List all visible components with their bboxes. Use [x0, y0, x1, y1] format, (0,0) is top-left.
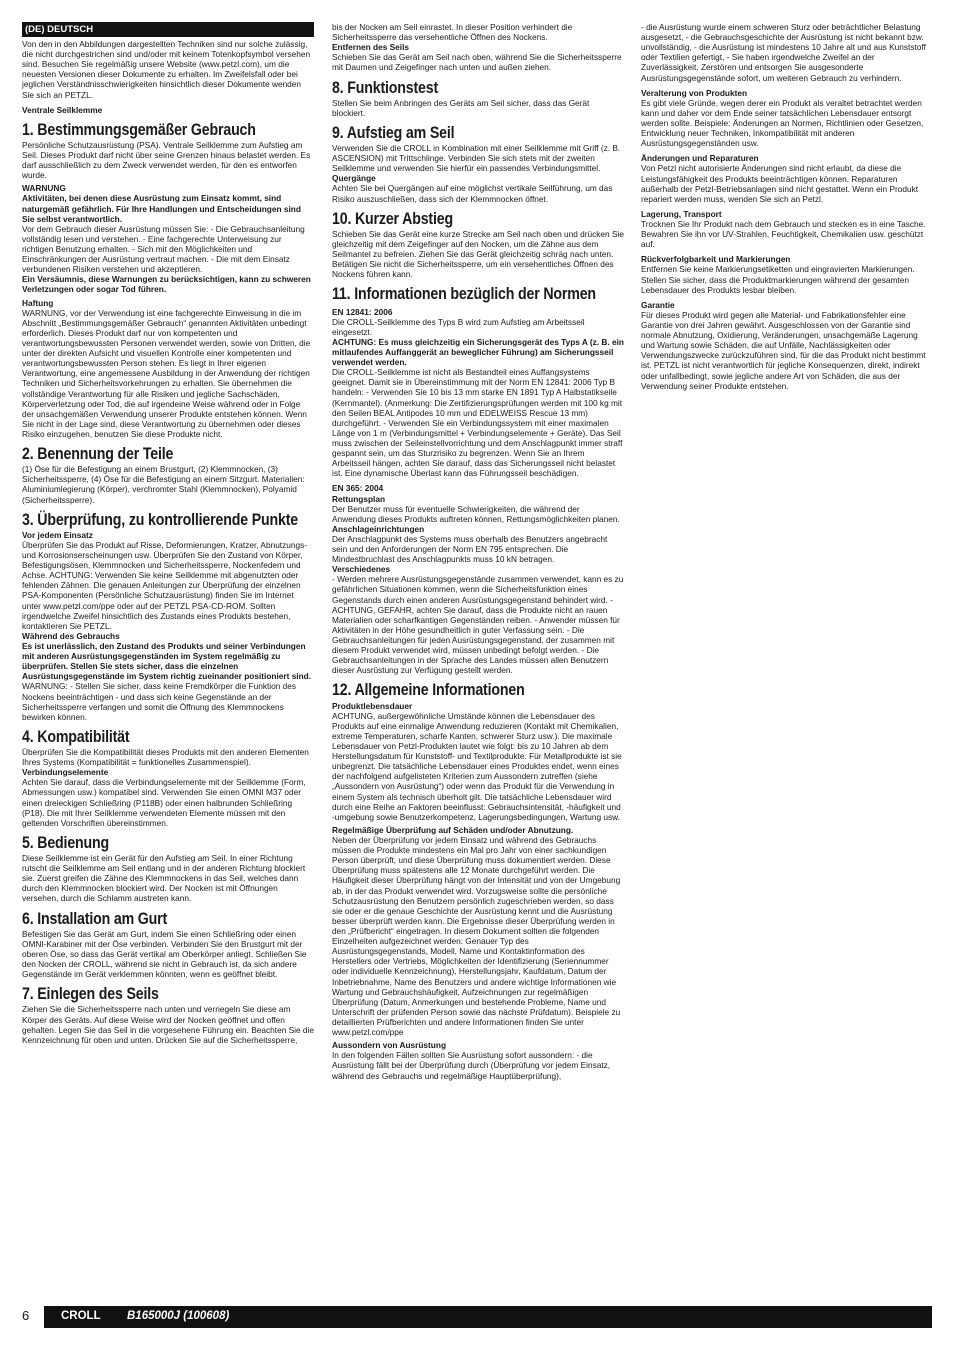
warranty-text: Für dieses Produkt wird gegen alle Material- und Fabrikationsfehler eine Garantie von drei Jahren gewährt. Ausgeschlossen von der Garantie sind normale Abnutzung, Oxidierung, Veränderungen, unsachgemäße Lagerung und Wartung sowie Schäden, die auf Unfälle, Nachlässigkeiten oder Verwendungszwecke zurückzuführen sind, für die das Produkt nicht bestimmt ist. PETZL ist nicht verantwortlich für jegliche Konsequenzen, direkt, indirekt oder unfallbedingt, sowie jegliche andere Art von Schäden, die aus der Verwendung seiner Produkte entstehen. [641, 309, 926, 391]
obsolescence-heading: Veralterung von Produkten [641, 87, 748, 98]
product-name: CROLL [61, 1310, 101, 1322]
storage-text: Trocknen Sie Ihr Produkt nach dem Gebrauch und stecken es in eine Tasche. Bewahren Sie ihn vor UV-Strahlen, Feuchtigkeit, Chemikalien usw. geschützt auf. [641, 218, 926, 250]
section-10-text: Schieben Sie das Gerät eine kurze Strecke am Seil nach oben und drücken Sie gleichzeitig mit dem Zeigefinger auf den Nocken, um die Zähne aus dem Seilmantel zu befreien. Ziehen Sie das Gerät gleichzeitig schräg nach unten. Betätigen Sie nicht die Sicherheitssperre, um ein versehentliches Öffnen des Nockens führen kann. [332, 228, 624, 280]
column-1 [22, 22, 314, 1045]
lifetime-text: ACHTUNG, außergewöhnliche Umstände können die Lebensdauer des Produkts auf eine einmalige Anwendung reduzieren (Kontakt mit Chemikalien, extreme Temperaturen, scharfe Kanten, schwerer Sturz usw.). Die maximale Lebensdauer von Petzl-Produkten lautet wie folgt: bis zu 10 Jahren ab dem Herstellungsdatum für Kunststoff- und Textilprodukte. Für Metallprodukte ist sie unbegrenzt. Die tatsächliche Lebensdauer eines Produktes endet, wenn eines der nachfolgend aufgelisteten Kriterien zum Aussondern zutreffen (siehe „Aussondern von Ausrüstung“) oder wenn das Produkt für die Verwendung in einem System als technisch überholt gilt. Die tatsächliche Lebensdauer wird durch eine Reihe an Faktoren beeinflusst: Gebrauchsintensität, -häufigkeit und -umgebung sowie Benutzerkompetenz, Lagerungsbedingungen, Wartung usw. [332, 710, 622, 822]
liability-heading: Haftung [22, 297, 54, 308]
warning-bold: Aktivitäten, bei denen diese Ausrüstung zum Einsatz kommt, sind naturgemäß gefährlich. Für Ihre Handlungen und Entscheidungen sind Sie selbst verantwortlich. [22, 193, 301, 224]
modifications-text: Von Petzl nicht autorisierte Änderungen sind nicht erlaubt, da diese die Leistungsfähigkeit des Produkts beeinträchtigen können. Reparaturen außerhalb der Petzl-Betriebsanlagen sind nicht gestattet. Wenn ein Produkt repariert werden muss, wenden Sie sich an Petzl. [641, 163, 919, 204]
section-8-text: Stellen Sie beim Anbringen des Geräts am Seil sicher, dass das Gerät blockiert. [332, 97, 590, 118]
footer-bar [44, 1306, 932, 1328]
en365-heading: EN 365: 2004 [332, 483, 384, 494]
section-3-title: 3. Überprüfung, zu kontrollierende Punkte [22, 510, 298, 529]
section-3-sub-1: Vor jedem Einsatz [22, 529, 93, 540]
section-8-title: 8. Funktionstest [332, 78, 439, 97]
lifetime-heading: Produktlebensdauer [332, 700, 413, 711]
traceability-text: Entfernen Sie keine Markierungsetiketten und eingravierten Markierungen. Stellen Sie sicher, dass die Produktmarkierungen während der gesamten Lebensdauer des Produkts lesbar bleiben. [641, 264, 915, 295]
section-6-text: Befestigen Sie das Gerät am Gurt, indem Sie einen Schließring oder einen OMNI-Karabiner mit der Öse verbinden. Verbinden Sie den Brustgurt mit der oberen Öse, so dass das Gerät vertikal am Oberkörper anliegt. Schließen Sie den Nocken der CROLL, während sie nicht in Gebrauch ist, da sich andere Gegenstände im Gerät verklemmen könnten, wenn es geöffnet bleibt. [22, 928, 307, 980]
section-9-text-2: Achten Sie bei Quergängen auf eine möglichst vertikale Seilführung, um das Risiko auszuschließen, dass sich der Klemmnocken öffnet. [332, 183, 613, 204]
misc-heading: Verschiedenes [332, 564, 391, 575]
liability-text: WARNUNG, vor der Verwendung ist eine fachgerechte Einweisung in die im Abschnitt „Bestimmungsgemäßer Gebrauch“ genannten Aktivitäten unbedingt erforderlich. Dieses Produkt darf nur von kompetenten und verantwortungsbewussten Personen verwendet werden, sowie von Dritten, die unter der direkten Aufsicht und visuellen Kontrolle einer kompetenten und verantwortungsbewussten Person stehen. Es liegt in Ihrer eigenen Verantwortung, eine angemessene Ausbildung in der Anwendung der richtigen Techniken und Sicherheitsvorkehrungen zu erhalten. Sie übernehmen die vollständige Verantwortung für alle Risiken und jegliche Sachschäden, Körperverletzung oder Tod, die auf irgendeine Weise während oder in Folge der unsachgemäßen Verwendung unserer Produkte entstehen können. Wenn Sie nicht in der Lage sind, diese Verantwortung zu übernehmen oder dieses Risiko einzugehen, benutzen Sie diese Produkte nicht. [22, 307, 311, 439]
section-9-title: 9. Aufstieg am Seil [332, 123, 455, 142]
en12841-text-2: Die CROLL-Seilklemme ist nicht als Bestandteil eines Auffangsystems geeignet. Damit sie in Übereinstimmung mit der Norm EN 12841: 2006 Typ B handeln: - Verwenden Sie 10 bis 13 mm starke EN 1891 Typ A Halbstatikseile (Kernmantel). (Anmerkung: Die Zertifizierungsprüfungen werden mit 100 kg mit den Seilen BEAL Antipodes 10 mm und EDELWEISS Rescue 13 mm) durchgeführt. - Verwenden Sie ein Verbindungssystem mit einer maximalen Länge von 1 m (Verbindungsmittel + Verbindungselemente + Geräte). Das Seil muss zwischen der Seileinstellvorrichtung und dem Anschlagpunkt immer straff gespannt sein, um das Sturzrisiko zu begrenzen. Wenn Sie an Ihrem Arbeitsseil hängen, achten Sie darauf, dass das Sicherungsseil nicht belastet ist. Eine dynamische Überlast kann das Führungsseil beschädigen. [332, 367, 623, 479]
obsolescence-text: Es gibt viele Gründe, wegen derer ein Produkt als veraltet betrachtet werden kann und daher vor dem Ende seiner tatsächlichen Lebensdauer entsorgt werden sollte. Beispiele: Änderungen an Normen, Richtlinien oder Gesetzen, Entwicklung neuer Techniken, Inkompatibilität mit anderen Ausrüstungsgegenständen usw. [641, 97, 924, 149]
language-header: (DE) DEUTSCH [22, 22, 314, 37]
anchors-heading: Anschlageinrichtungen [332, 523, 425, 534]
en12841-heading: EN 12841: 2006 [332, 306, 393, 317]
section-3-text-1: Überprüfen Sie das Produkt auf Risse, Deformierungen, Kratzer, Abnutzungs- und Korrosionserscheinungen usw. Überprüfen Sie den Zustand von Körper, Befestigungsösen, Klemmnocken und Sicherheitssperre, Nockenfedern und Achse. ACHTUNG: Verwenden Sie keine Seilklemme mit abgenutzten oder fehlenden Zähnen. Die genauen Anleitungen zur Überprüfung der einzelnen PSA-Komponenten (Persönliche Schutzausrüstung) finden Sie im Internet unter www.petzl.com/ppe oder auf der PETZL PSA-CD-ROM. Sollten irgendwelche Zweifel hinsichtlich des Zustands eines Produkts bestehen, kontaktieren Sie PETZL. [22, 539, 308, 631]
inspection-heading: Regelmäßige Überprüfung auf Schäden und/oder Abnutzung. [332, 824, 574, 835]
warning-heading: WARNUNG [22, 183, 66, 194]
section-1-title: 1. Bestimmungsgemäßer Gebrauch [22, 120, 256, 139]
section-12-title: 12. Allgemeine Informationen [332, 681, 525, 700]
section-4-sub: Verbindungselemente [22, 767, 109, 778]
modifications-heading: Änderungen und Reparaturen [641, 153, 759, 164]
document-reference: B165000J (100608) [127, 1310, 230, 1322]
section-7-continued: bis der Nocken am Seil einrastet. In dieser Position verhindert die Sicherheitssperre das versehentliche Öffnen des Nockens. [332, 22, 573, 43]
inspection-text: Neben der Überprüfung vor jedem Einsatz und während des Gebrauchs müssen die Produkte mindestens ein Mal pro Jahr von einer sachkundigen Person überprüft, und diese Überprüfung muss dokumentiert werden. Diese Überprüfung muss spätestens alle 12 Monate durchgeführt werden. Die Häufigkeit dieser Überprüfung hängt von der Intensität und von der Umgebung ab, in der das Produkt verwendet wird. Vorzugsweise sollte die persönliche Schutzausrüstung den Benutzern persönlich zugeschrieben werden, so dass sie oder er die genaue Geschichte der Ausrüstung kennt und die Ausrüstung besser überprüft werden kann. Die Ergebnisse dieser Überprüfung werden in den „Prüfbericht“ eingetragen. In diesem Dokument sollten die folgenden Einzelheiten aufgezeichnet werden: Genauer Typ des Ausrüstungsgegenstands, Modell, Name und Kontaktinformation des Herstellers oder Vertriebs, Möglichkeiten der Identifizierung (Seriennummer oder individuelle Kennzeichnung), Herstellungsjahr, Kaufdatum, Datum der Inbetriebnahme, Name des Benutzers und andere wichtige Informationen wie Wartung und Gebrauchshäufigkeit, Aufzeichnungen zur regelmäßigen Überprüfung (Datum, Anmerkungen und bestehende Probleme, Name und Unterschrift der prüfenden Person sowie das nächste Prüfdatum). Beispiele zu detaillierten Prüfberichten und andere Informationen finden Sie unter www.petzl.com/ppe [332, 835, 621, 1038]
section-11-title: 11. Informationen bezüglich der Normen [332, 285, 596, 304]
section-9-sub: Quergänge [332, 173, 376, 184]
remove-rope-heading: Entfernen des Seils [332, 42, 410, 53]
misc-text: - Werden mehrere Ausrüstungsgegenstände zusammen verwendet, kann es zu gefährlichen Situationen kommen, wenn die Sicherheitsfunktion eines Gegenstands durch einen anderen Ausrüstungsgegenstand behindert wird. - ACHTUNG, GEFAHR, achten Sie darauf, dass die Produkte nicht an rauen Materialien oder scharfkantigen Gegenständen reiben. - Anwender müssen für Aktivitäten in der Höhe gesundheitlich in guter Verfassung sein. - Die Gebrauchsanleitungen für jeden Ausrüstungsgegenstand, der zusammen mit diesem Produkt verwendet wird, müssen unbedingt befolgt werden. - Die Gebrauchsanleitungen in der Sprache des Landes müssen allen Benutzern dieser Ausrüstung zur Verfügung gestellt werden. [332, 574, 624, 676]
section-4-title: 4. Kompatibilität [22, 727, 130, 746]
warranty-heading: Garantie [641, 299, 675, 310]
column-3 [641, 22, 933, 391]
page-number: 6 [22, 1308, 30, 1323]
section-5-title: 5. Bedienung [22, 833, 110, 852]
section-7-title: 7. Einlegen des Seils [22, 985, 159, 1004]
section-6-title: 6. Installation am Gurt [22, 909, 168, 928]
section-1-text: Persönliche Schutzausrüstung (PSA). Ventrale Seilklemme zum Aufstieg am Seil. Dieses Produkt darf nicht über seine Grenzen hinaus belastet werden. Es darf ausschließlich zu dem Zweck verwendet werden, für den es entworfen wurde. [22, 139, 311, 181]
section-4-text-1: Überprüfen Sie die Kompatibilität dieses Produkts mit den anderen Elementen Ihres Systems (Kompatibilität = funktionelles Zusammenspiel). [22, 747, 309, 768]
retire-heading: Aussondern von Ausrüstung [332, 1040, 447, 1051]
section-3-text-2: WARNUNG: - Stellen Sie sicher, dass keine Fremdkörper die Funktion des Nockens beeinträchtigen - und dass sich keine Gegenstände an der Sicherheitssperre verfangen und somit die Öffnung des Klemmnockens bewirken können. [22, 681, 297, 722]
rescue-plan-heading: Rettungsplan [332, 493, 386, 504]
en12841-bold: ACHTUNG: Es muss gleichzeitig ein Sicherungsgerät des Typs A (z. B. ein mitlaufendes Auffanggerät an beweglicher Führung) am Sicherungsseil verwendet werden. [332, 336, 624, 368]
section-2-title: 2. Benennung der Teile [22, 445, 174, 464]
retire-continued: - die Ausrüstung wurde einem schweren Sturz oder beträchtlicher Belastung ausgesetzt, - die Gebrauchsgeschichte der Ausrüstung ist nicht bekannt bzw. unvollständig, - die Ausrüstung ist mindestens 10 Jahre alt und aus Kunststoff oder Textilien gefertigt, - Sie haben irgendwelche Zweifel an der Zuverlässigkeit. Zerstören und entsorgen Sie ausgesonderte Ausrüstungsgegenstände sofort, um weiteren Gebrauch zu verhindern. [641, 22, 926, 83]
warning-bold-2: Ein Versäumnis, diese Warnungen zu berücksichtigen, kann zu schweren Verletzungen oder sogar Tod führen. [22, 274, 311, 295]
section-3-sub-2: Während des Gebrauchs [22, 630, 120, 641]
retire-text: In den folgenden Fällen sollten Sie Ausrüstung sofort aussondern: - die Ausrüstung fällt bei der Überprüfung durch (Überprüfung vor jedem Einsatz, während des Gebrauchs und regelmäßige Hauptüberprüfung), [332, 1050, 611, 1081]
section-5-text: Diese Seilklemme ist ein Gerät für den Aufstieg am Seil. In einer Richtung rutscht die Seilklemme am Seil entlang und in der anderen Richtung blockiert sie. Zuerst greifen die Zähne des Klemmnockens in das Seil, welches dann durch den Klemmnocken blockiert wird. Der Nocken ist mit Öffnungen versehen, durch die Schlamm austreten kann. [22, 853, 306, 904]
anchors-text: Der Anschlagpunkt des Systems muss oberhalb des Benutzers angebracht sein und den Anforderungen der Norm EN 795 entsprechen. Die Mindestbruchlast des Anschlagpunkts muss 10 kN betragen. [332, 533, 608, 565]
section-3-bold: Es ist unerlässlich, den Zustand des Produkts und seiner Verbindungen mit anderen Ausrüstungsgegenständen im System regelmäßig zu überprüfen. Stellen Sie stets sicher, dass die einzelnen Ausrüstungsgegenstände im System richtig zueinander positioniert sind. [22, 641, 312, 682]
rescue-plan-text: Der Benutzer muss für eventuelle Schwierigkeiten, die während der Anwendung dieses Produkts auftreten können, Rettungsmöglichkeiten planen. [332, 503, 620, 524]
section-10-title: 10. Kurzer Abstieg [332, 209, 453, 228]
section-7-text: Ziehen Sie die Sicherheitssperre nach unten und verriegeln Sie diese am Körper des Geräts. Auf diese Weise wird der Nocken geöffnet und offen gehalten. Legen Sie das Seil in die vorgesehene Führung ein. Beachten Sie die Kennzeichnung für oben und unten. Drücken Sie auf die Sicherheitssperre, [22, 1004, 314, 1045]
section-2-text: (1) Öse für die Befestigung an einem Brustgurt, (2) Klemmnocken, (3) Sicherheitssperre, (4) Öse für die Befestigung an einem Sitzgurt. Materialien: Aluminiumlegierung (Körper), verchromter Stahl (Klemmnocken), Polyamid (Sicherheitssperre). [22, 464, 305, 505]
intro-text: Von den in den Abbildungen dargestellten Techniken sind nur solche zulässig, die nicht durchgestrichen sind und/oder mit keinem Totenkopfsymbol versehen sind. Besuchen Sie regelmäßig unsere Website (www.petzl.com), um die neuesten Versionen dieser Dokumente zu erhalten. Im Zweifelsfall oder bei jeglichen Verständnisschwierigkeiten hinsichtlich dieser Dokumente wenden Sie sich an PETZL. [22, 39, 311, 100]
remove-rope-text: Schieben Sie das Gerät am Seil nach oben, während Sie die Sicherheitssperre mit Daumen und Zeigefinger nach unten und außen ziehen. [332, 52, 622, 73]
traceability-heading: Rückverfolgbarkeit und Markierungen [641, 254, 791, 265]
section-9-text: Verwenden Sie die CROLL in Kombination mit einer Seilklemme mit Griff (z. B. ASCENSION) mit Trittschlinge. Verbinden Sie sich stets mit der zweiten Seilklemme und verwenden Sie hierfür ein passendes Verbindungsmittel. [332, 143, 621, 174]
storage-heading: Lagerung, Transport [641, 208, 722, 219]
column-2 [332, 22, 624, 1081]
page-footer [22, 1306, 932, 1328]
section-4-text-2: Achten Sie darauf, dass die Verbindungselemente mit der Seilklemme (Form, Abmessungen usw.) kompatibel sind. Verwenden Sie einen OMNI M37 oder einen dreieckigen Schließring (P118B) oder einen halbrunden Schließring (P18). Die mit Ihrer Seilklemme verwendeten Elemente müssen mit den geltenden Vorschriften übereinstimmen. [22, 777, 306, 828]
warning-text: Vor dem Gebrauch dieser Ausrüstung müssen Sie: - Die Gebrauchsanleitung vollständig lesen und verstehen. - Eine fachgerechte Unterweisung zur richtigen Benutzung erhalten. - Sich mit den Möglichkeiten und Einschränkungen der Ausrüstung vertraut machen. - Die mit dem Einsatz verbundenen Risiken verstehen und akzeptieren. [22, 223, 305, 275]
en12841-text: Die CROLL-Seilklemme des Typs B wird zum Aufstieg am Arbeitsseil eingesetzt. [332, 316, 585, 337]
product-type: Ventrale Seilklemme [22, 104, 103, 115]
